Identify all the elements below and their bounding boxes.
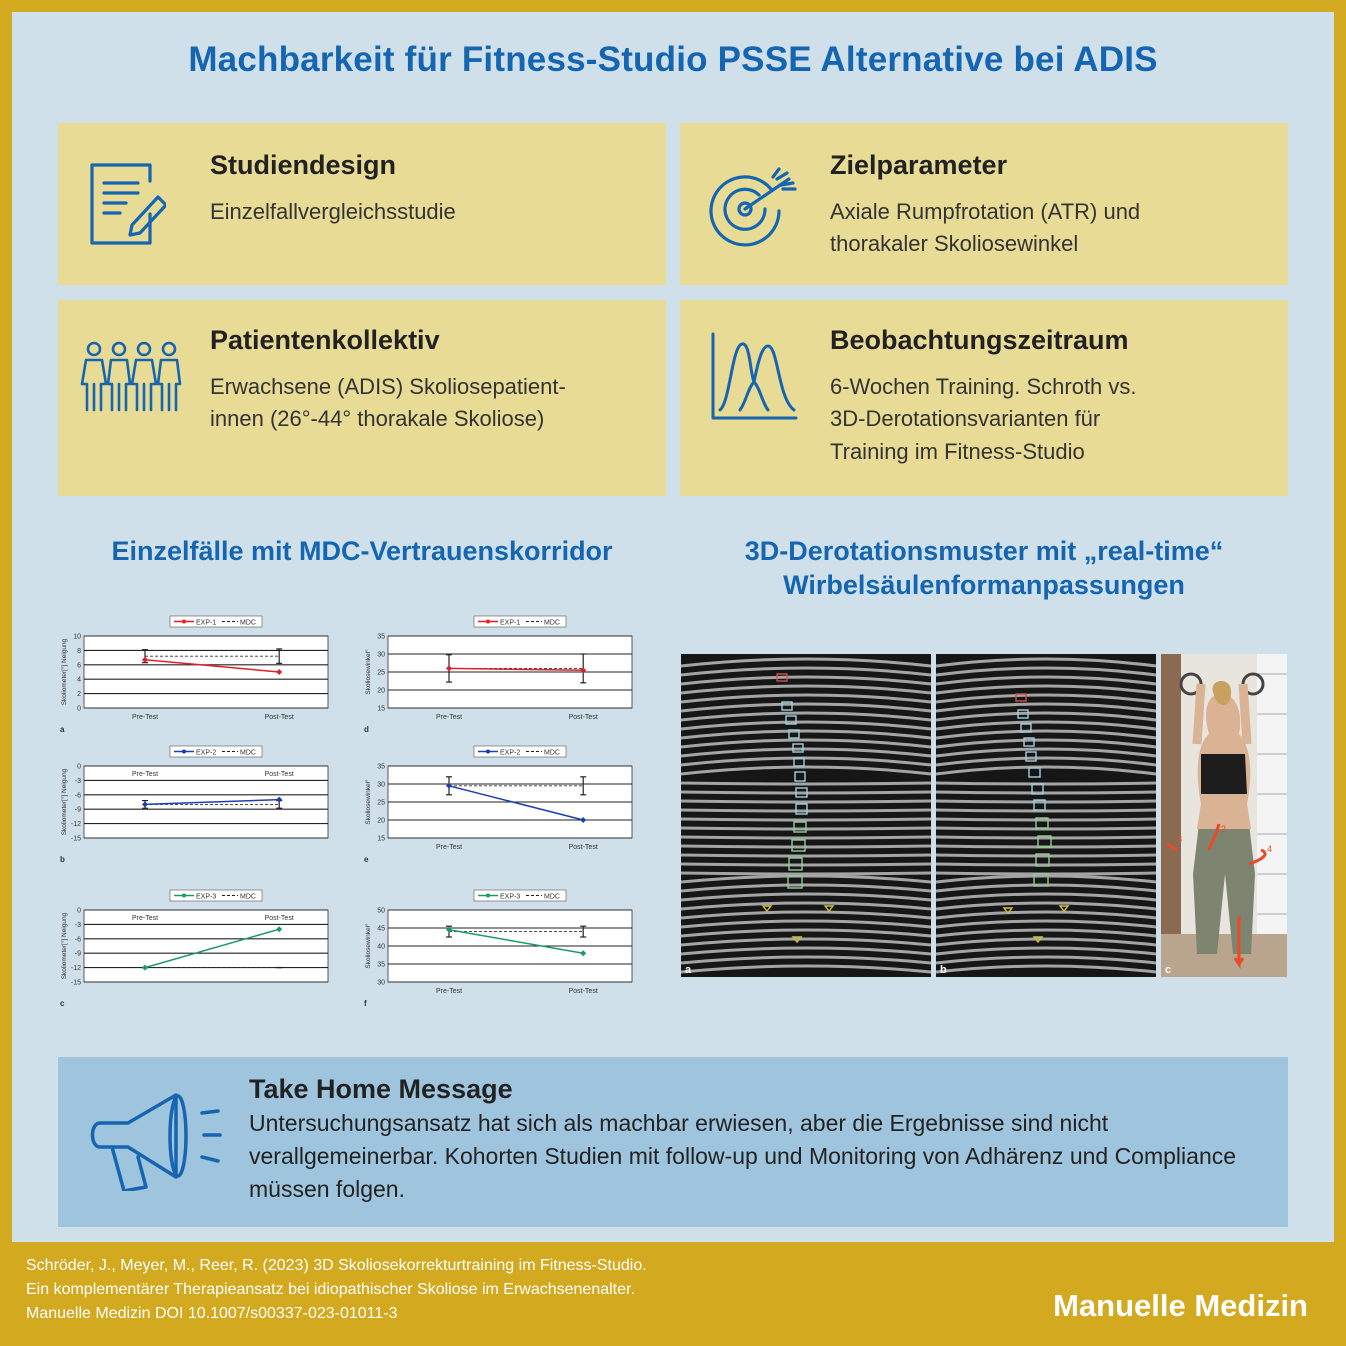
legend-series-label: EXP-3 bbox=[500, 893, 521, 901]
page-title: Machbarkeit für Fitness-Studio PSSE Alternative bei ADIS bbox=[188, 40, 1158, 79]
x-tick-label: Post-Test bbox=[264, 771, 294, 778]
y-tick-label: -6 bbox=[74, 936, 81, 944]
y-axis-label: Skoliosewinkel° bbox=[365, 649, 372, 695]
legend-series-label: EXP-3 bbox=[196, 893, 217, 901]
chart-panel-a bbox=[58, 612, 354, 740]
svg-text:4: 4 bbox=[1267, 844, 1273, 854]
chart-svg bbox=[362, 742, 658, 870]
card-text-line2: innen (26°-44° thorakale Skoliose) bbox=[210, 406, 545, 431]
photo-label-b: b bbox=[940, 964, 947, 976]
y-tick-label: 30 bbox=[377, 781, 385, 789]
x-tick-label: Post-Test bbox=[264, 915, 294, 922]
citation-line3: Manuelle Medizin DOI 10.1007/s00337-023-01011-3 bbox=[26, 1305, 398, 1322]
legend-series-marker bbox=[486, 620, 490, 624]
x-tick-label: Pre-Test bbox=[435, 714, 463, 721]
chart-svg bbox=[58, 886, 354, 1014]
card-patients bbox=[58, 300, 666, 496]
distribution-curve-icon bbox=[710, 332, 800, 427]
y-tick-label: 4 bbox=[77, 676, 81, 684]
take-home-box bbox=[58, 1057, 1288, 1227]
chart-panel-b bbox=[58, 742, 354, 870]
y-tick-label: 50 bbox=[377, 907, 385, 915]
legend-series-label: EXP-1 bbox=[500, 619, 521, 627]
rasterstereography-image-b bbox=[936, 654, 1156, 977]
y-tick-label: -6 bbox=[74, 792, 81, 800]
panel-letter: e bbox=[364, 855, 369, 864]
legend-series-label: EXP-1 bbox=[196, 619, 217, 627]
card-text-line2: 3D-Derotationsvarianten für bbox=[830, 406, 1101, 431]
card-study-design bbox=[58, 123, 666, 285]
card-heading: Patientenkollektiv bbox=[210, 325, 440, 355]
chart-panel-f bbox=[362, 886, 658, 1014]
panel-letter: f bbox=[364, 999, 367, 1008]
card-observation-period bbox=[680, 300, 1288, 496]
y-tick-label: 10 bbox=[73, 633, 81, 641]
x-tick-label: Pre-Test bbox=[435, 844, 463, 851]
document-pen-icon bbox=[86, 159, 166, 254]
legend-series-label: EXP-2 bbox=[500, 749, 521, 757]
y-tick-label: 30 bbox=[377, 651, 385, 659]
panel-letter: a bbox=[60, 725, 65, 734]
y-tick-label: 40 bbox=[377, 943, 385, 951]
y-tick-label: 35 bbox=[377, 763, 385, 771]
rasterstereography-image-a bbox=[681, 654, 931, 977]
y-axis-label: Skoliometer[°] Neigung bbox=[61, 638, 68, 706]
x-tick-label: Post-Test bbox=[568, 844, 598, 851]
y-tick-label: 8 bbox=[77, 647, 81, 655]
y-tick-label: -3 bbox=[74, 777, 81, 785]
y-tick-label: 20 bbox=[377, 817, 385, 825]
legend-mdc-label: MDC bbox=[544, 619, 560, 627]
legend-series-marker bbox=[486, 750, 490, 754]
y-tick-label: -3 bbox=[74, 921, 81, 929]
y-tick-label: 20 bbox=[377, 687, 385, 695]
x-tick-label: Pre-Test bbox=[131, 915, 159, 922]
y-tick-label: 2 bbox=[77, 691, 81, 699]
y-axis-label: Skoliometer[°] Neigung bbox=[61, 768, 68, 836]
y-axis-label: Skoliometer[°] Neigung bbox=[61, 912, 68, 980]
x-tick-label: Pre-Test bbox=[131, 771, 159, 778]
y-tick-label: -9 bbox=[74, 950, 81, 958]
chart-svg bbox=[58, 742, 354, 870]
y-tick-label: 15 bbox=[377, 835, 385, 843]
chart-panel-d bbox=[362, 612, 658, 740]
take-home-heading: Take Home Message bbox=[249, 1074, 513, 1104]
y-tick-label: 25 bbox=[377, 669, 385, 677]
people-group-icon bbox=[80, 340, 184, 419]
card-text-line2: thorakaler Skoliosewinkel bbox=[830, 231, 1079, 256]
y-axis-label: Skoliosewinkel° bbox=[365, 923, 372, 969]
chart-panel-e bbox=[362, 742, 658, 870]
citation bbox=[26, 1254, 647, 1326]
citation-line2: Ein komplementärer Therapieansatz bei idiopathischer Skoliose im Erwachsenenalter. bbox=[26, 1281, 635, 1298]
plot-area bbox=[84, 636, 328, 708]
x-tick-label: Post-Test bbox=[568, 714, 598, 721]
legend-series-marker bbox=[182, 620, 186, 624]
card-heading: Beobachtungszeitraum bbox=[830, 325, 1129, 355]
card-text-line1: Axiale Rumpfrotation (ATR) und bbox=[830, 199, 1141, 224]
x-tick-label: Post-Test bbox=[568, 988, 598, 995]
citation-line1: Schröder, J., Meyer, M., Reer, R. (2023) 3D Skoliosekorrekturtraining im Fitness-Studio. bbox=[26, 1257, 647, 1274]
y-tick-label: -9 bbox=[74, 806, 81, 814]
legend-series-marker bbox=[182, 750, 186, 754]
x-tick-label: Pre-Test bbox=[435, 988, 463, 995]
chart-svg bbox=[362, 886, 658, 1014]
panel-letter: b bbox=[60, 855, 65, 864]
card-text-line3: Training im Fitness-Studio bbox=[830, 439, 1085, 464]
training-photo-c bbox=[1161, 654, 1287, 977]
y-tick-label: 30 bbox=[377, 979, 385, 987]
x-tick-label: Pre-Test bbox=[131, 714, 159, 721]
section-title-cases: Einzelfälle mit MDC-Vertrauenskorridor bbox=[111, 536, 613, 566]
section-title-derotation-line2: Wirbelsäulenformanpassungen bbox=[783, 570, 1185, 600]
y-tick-label: 6 bbox=[77, 662, 81, 670]
y-tick-label: 15 bbox=[377, 705, 385, 713]
legend-mdc-label: MDC bbox=[240, 893, 256, 901]
card-text-line1: 6-Wochen Training. Schroth vs. bbox=[830, 374, 1137, 399]
legend-series-label: EXP-2 bbox=[196, 749, 217, 757]
y-tick-label: -12 bbox=[70, 821, 81, 829]
card-text-line1: Erwachsene (ADIS) Skoliosepatient- bbox=[210, 374, 566, 399]
y-tick-label: 25 bbox=[377, 799, 385, 807]
legend-mdc-label: MDC bbox=[544, 893, 560, 901]
card-text: Einzelfallvergleichsstudie bbox=[210, 199, 456, 224]
y-tick-label: 45 bbox=[377, 925, 385, 933]
legend-mdc-label: MDC bbox=[544, 749, 560, 757]
x-tick-label: Post-Test bbox=[264, 714, 294, 721]
panel-letter: c bbox=[60, 999, 65, 1008]
megaphone-icon bbox=[86, 1091, 226, 1196]
card-heading: Studiendesign bbox=[210, 150, 397, 180]
y-tick-label: 35 bbox=[377, 961, 385, 969]
chart-panel-c bbox=[58, 886, 354, 1014]
journal-brand: Manuelle Medizin bbox=[1053, 1288, 1308, 1323]
y-tick-label: 35 bbox=[377, 633, 385, 641]
card-target-parameters bbox=[680, 123, 1288, 285]
legend-series-marker bbox=[182, 894, 186, 898]
legend-mdc-label: MDC bbox=[240, 749, 256, 757]
y-tick-label: 0 bbox=[77, 763, 81, 771]
photo-label-c: c bbox=[1165, 964, 1172, 976]
y-tick-label: -12 bbox=[70, 965, 81, 973]
svg-text:2: 2 bbox=[1221, 824, 1227, 834]
section-title-derotation-line1: 3D-Derotationsmuster mit „real-time“ bbox=[744, 536, 1224, 566]
chart-svg bbox=[362, 612, 658, 740]
svg-text:3: 3 bbox=[1177, 834, 1183, 844]
y-axis-label: Skoliosewinkel° bbox=[365, 779, 372, 825]
chart-svg bbox=[58, 612, 354, 740]
y-tick-label: 0 bbox=[77, 907, 81, 915]
legend-series-marker bbox=[486, 894, 490, 898]
photo-label-a: a bbox=[685, 964, 692, 976]
y-tick-label: 0 bbox=[77, 705, 81, 713]
take-home-text: Untersuchungsansatz hat sich als machbar erwiesen, aber die Ergebnisse sind nicht verallgemeinerbar. Kohorten Studien mit follow-up und Monitoring von Adhärenz und Compliance müssen folgen. bbox=[249, 1110, 1237, 1202]
y-tick-label: -15 bbox=[70, 979, 81, 987]
y-tick-label: -15 bbox=[70, 835, 81, 843]
legend-mdc-label: MDC bbox=[240, 619, 256, 627]
panel-letter: d bbox=[364, 725, 369, 734]
card-heading: Zielparameter bbox=[830, 150, 1008, 180]
target-arrow-icon bbox=[707, 165, 799, 252]
